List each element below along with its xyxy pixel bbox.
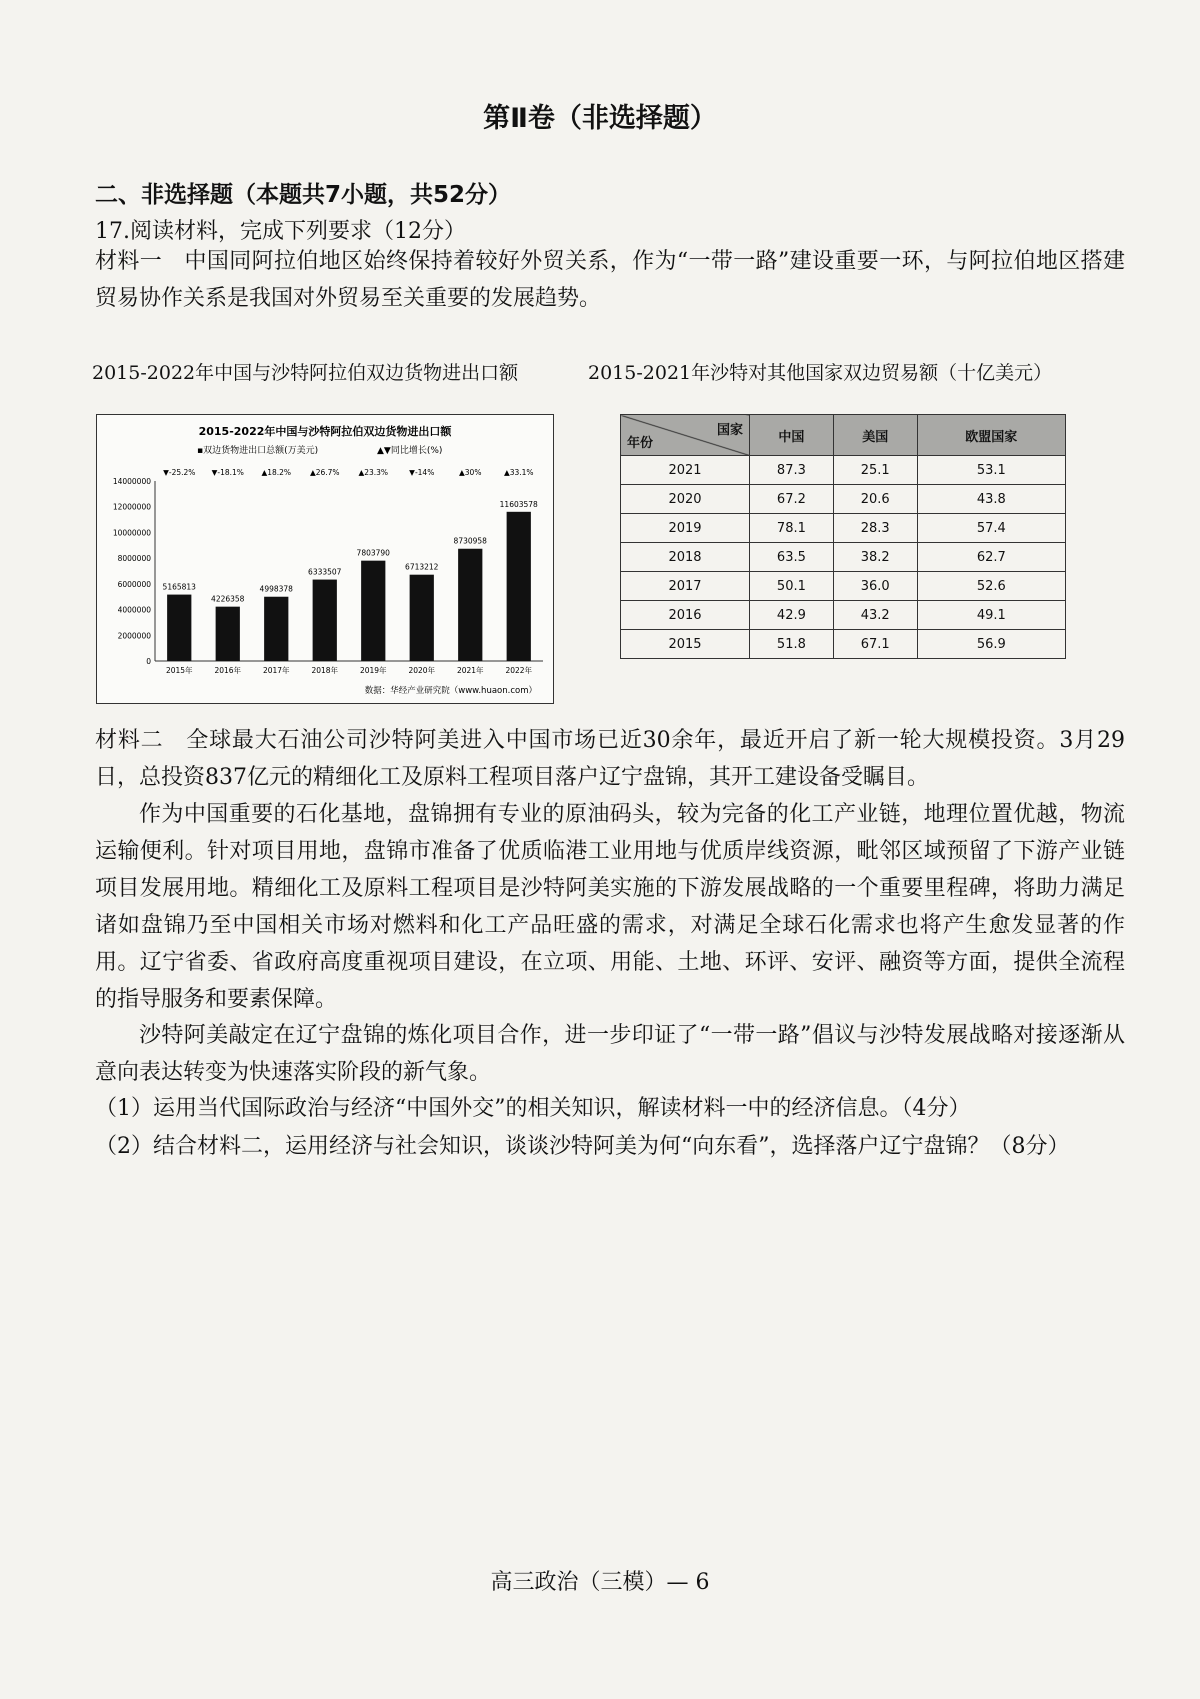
value-cell: 67.2 <box>750 485 834 514</box>
table-caption: 2015-2021年沙特对其他国家双边贸易额（十亿美元） <box>588 362 1053 384</box>
x-tick-label: 2020年 <box>408 666 436 675</box>
y-tick-label: 0 <box>146 657 151 666</box>
bar-value-label: 4998378 <box>259 584 293 594</box>
table-row <box>621 485 1066 514</box>
trade-chart-svg <box>97 415 553 703</box>
x-tick-label: 2022年 <box>505 666 533 675</box>
value-cell: 28.3 <box>833 514 917 543</box>
sub-question-1: （1）运用当代国际政治与经济“中国外交”的相关知识，解读材料一中的经济信息。（4分） <box>95 1096 971 1121</box>
bar <box>167 595 191 661</box>
growth-label: ▲26.7% <box>309 468 340 477</box>
chart-legend-item: ▲▼同比增长(%) <box>377 446 443 456</box>
chart-source: 数据：华经产业研究院（www.huaon.com） <box>364 686 537 696</box>
growth-label: ▲30% <box>459 468 482 477</box>
value-cell: 52.6 <box>917 572 1065 601</box>
value-cell: 25.1 <box>833 456 917 485</box>
y-tick-label: 14000000 <box>112 477 151 486</box>
table-row <box>621 572 1066 601</box>
bar-value-label: 6333507 <box>308 567 342 577</box>
growth-label: ▲18.2% <box>261 468 292 477</box>
bar-value-label: 6713212 <box>405 562 439 572</box>
chart-title: 2015-2022年中国与沙特阿拉伯双边货物进出口额 <box>198 425 452 438</box>
bar <box>458 549 482 661</box>
year-cell: 2021 <box>621 456 750 485</box>
table-header-row <box>621 415 1066 456</box>
bar-value-label: 4226358 <box>211 594 245 604</box>
header-eu: 欧盟国家 <box>917 415 1065 456</box>
value-cell: 53.1 <box>917 456 1065 485</box>
bar <box>410 575 434 661</box>
x-tick-label: 2017年 <box>262 666 290 675</box>
value-cell: 43.2 <box>833 601 917 630</box>
y-tick-label: 4000000 <box>117 605 151 615</box>
table-row <box>621 456 1066 485</box>
corner-year-label: 年份 <box>627 436 654 451</box>
table-row <box>621 514 1066 543</box>
section-heading: 二、非选择题（本题共7小题，共52分） <box>95 182 512 208</box>
material-one: 材料一 中国同阿拉伯地区始终保持着较好外贸关系，作为“一带一路”建设重要一环，与阿拉伯地区搭建贸易协作关系是我国对外贸易至关重要的发展趋势。 <box>95 249 1125 311</box>
value-cell: 62.7 <box>917 543 1065 572</box>
growth-label: ▼-18.1% <box>211 468 244 477</box>
chart-caption: 2015-2022年中国与沙特阿拉伯双边货物进出口额 <box>92 362 519 384</box>
x-tick-label: 2021年 <box>456 666 484 675</box>
trade-table <box>620 414 1066 659</box>
bar <box>313 580 337 661</box>
question-17-header: 17.阅读材料，完成下列要求（12分） <box>95 219 466 244</box>
x-tick-label: 2015年 <box>165 666 193 675</box>
bar <box>361 561 385 661</box>
growth-label: ▼-14% <box>409 468 435 477</box>
bar-value-label: 5165813 <box>162 582 196 592</box>
y-tick-label: 10000000 <box>112 528 151 538</box>
growth-label: ▲23.3% <box>358 468 389 477</box>
x-tick-label: 2018年 <box>311 666 339 675</box>
bar-value-label: 7803790 <box>356 548 390 558</box>
trade-chart <box>96 414 554 704</box>
year-cell: 2017 <box>621 572 750 601</box>
bar <box>507 512 531 661</box>
bar <box>264 597 288 661</box>
bar-value-label: 8730958 <box>453 536 487 546</box>
y-tick-label: 2000000 <box>117 631 151 641</box>
table-corner-cell <box>621 415 750 456</box>
sub-question-2: （2）结合材料二，运用经济与社会知识，谈谈沙特阿美为何“向东看”，选择落户辽宁盘锦？（8分） <box>95 1134 1070 1159</box>
growth-label: ▲33.1% <box>503 468 534 477</box>
value-cell: 42.9 <box>750 601 834 630</box>
bar <box>216 607 240 661</box>
table-row <box>621 543 1066 572</box>
page-footer: 高三政治（三模）— 6 <box>490 1570 710 1595</box>
year-cell: 2015 <box>621 630 750 659</box>
y-tick-label: 12000000 <box>112 502 151 512</box>
value-cell: 78.1 <box>750 514 834 543</box>
value-cell: 50.1 <box>750 572 834 601</box>
table-row <box>621 601 1066 630</box>
value-cell: 49.1 <box>917 601 1065 630</box>
year-cell: 2019 <box>621 514 750 543</box>
value-cell: 36.0 <box>833 572 917 601</box>
page-title: 第Ⅱ卷（非选择题） <box>483 103 717 134</box>
value-cell: 57.4 <box>917 514 1065 543</box>
x-tick-label: 2016年 <box>214 666 242 675</box>
year-cell: 2020 <box>621 485 750 514</box>
header-china: 中国 <box>750 415 834 456</box>
x-tick-label: 2019年 <box>359 666 387 675</box>
corner-country-label: 国家 <box>716 423 743 438</box>
y-tick-label: 8000000 <box>117 554 151 564</box>
bar-value-label: 11603578 <box>499 499 538 509</box>
value-cell: 20.6 <box>833 485 917 514</box>
value-cell: 63.5 <box>750 543 834 572</box>
year-cell: 2016 <box>621 601 750 630</box>
header-usa: 美国 <box>833 415 917 456</box>
value-cell: 51.8 <box>750 630 834 659</box>
value-cell: 67.1 <box>833 630 917 659</box>
year-cell: 2018 <box>621 543 750 572</box>
chart-legend-item: ▪双边货物进出口总额(万美元) <box>197 446 319 456</box>
y-tick-label: 6000000 <box>117 579 151 589</box>
growth-label: ▼-25.2% <box>163 468 196 477</box>
material-two-paragraph-2: 作为中国重要的石化基地，盘锦拥有专业的原油码头，较为完备的化工产业链，地理位置优越，物流运输便利。针对项目用地，盘锦市准备了优质临港工业用地与优质岸线资源，毗邻区域预留了下游产业链项目发展用地。精细化工及原料工程项目是沙特阿美实施的下游发展战略的一个重要里程碑，将助力满足诸如盘锦乃至中国相关市场对燃料和化工产品旺盛的需求，对满足全球石化需求也将产生愈发显著的作用。辽宁省委、省政府高度重视项目建设，在立项、用能、土地、环评、安评、融资等方面，提供全流程的指导服务和要素保障。 <box>95 802 1125 1012</box>
value-cell: 43.8 <box>917 485 1065 514</box>
value-cell: 87.3 <box>750 456 834 485</box>
table-row <box>621 630 1066 659</box>
value-cell: 56.9 <box>917 630 1065 659</box>
material-two-paragraph-3: 沙特阿美敲定在辽宁盘锦的炼化项目合作，进一步印证了“一带一路”倡议与沙特发展战略对接逐渐从意向表达转变为快速落实阶段的新气象。 <box>95 1023 1125 1085</box>
value-cell: 38.2 <box>833 543 917 572</box>
material-two: 材料二 全球最大石油公司沙特阿美进入中国市场已近30余年，最近开启了新一轮大规模投资。3月29日，总投资837亿元的精细化工及原料工程项目落户辽宁盘锦，其开工建设备受瞩目。 <box>95 728 1125 790</box>
